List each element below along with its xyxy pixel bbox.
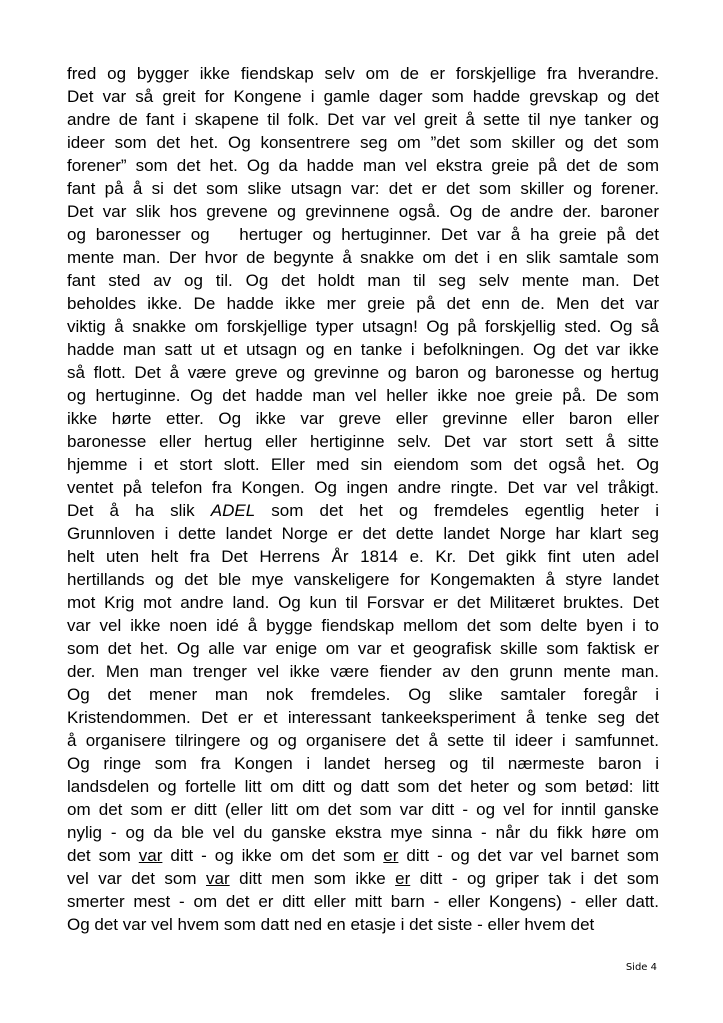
text-line: mente man. Der hvor de begynte å snakke om det i en slik samtale som [67,248,659,267]
text-segment: som det het og fremdeles egentlig heter i [255,501,660,520]
text-line: så flott. Det å være greve og grevinne og baron og baronesse og hertug [67,363,659,382]
text-line-with-underline [67,844,659,867]
text-line: forener” som det het. Og da hadde man vel ekstra greie på det de som [67,156,659,175]
text-line: ideer som det het. Og konsentrere seg om ”det som skiller og det som [67,133,659,152]
text-line: der. Men man trenger vel ikke være fiender av den grunn mente man. [67,662,659,681]
underlined-word: var [206,869,230,888]
text-segment: det som [67,846,139,865]
text-line: fred og bygger ikke fiendskap selv om de er forskjellige fra hverandre. [67,64,659,83]
text-line: hertillands og det ble mye vanskeligere for Kongemakten å styre landet [67,570,659,589]
text-line: Grunnloven i dette landet Norge er det dette landet Norge har klart seg [67,524,659,543]
text-segment: ditt men som ikke [229,869,396,888]
text-line: ikke hørte etter. Og ikke var greve eller grevinne eller baron eller [67,409,659,428]
text-line: mot Krig mot andre land. Og kun til Forsvar er det Militæret bruktes. Det [67,593,659,612]
text-line: baronesse eller hertug eller hertiginne selv. Det var stort sett å sitte [67,432,659,451]
page-number: Side 4 [625,962,657,973]
underlined-word: er [383,846,399,865]
text-segment: vel var det som [67,869,207,888]
text-line: fant på å si det som slike utsagn var: det er det som skiller og forener. [67,179,659,198]
text-line: om det som er ditt (eller litt om det som var ditt - og vel for inntil ganske [67,800,659,819]
text-line: Og ringe som fra Kongen i landet herseg og til nærmeste baron i [67,754,659,773]
text-line: Og det mener man nok fremdeles. Og slike samtaler foregår i [67,685,659,704]
text-line: var vel ikke noen idé å bygge fiendskap mellom det som delte byen i to [67,616,659,635]
text-line: og baronesser og hertuger og hertuginner. Det var å ha greie på det [67,225,659,244]
italic-word: ADEL [210,501,256,520]
text-segment: ditt - og det var vel barnet som [398,846,659,865]
text-line: som det het. Og alle var enige om var et geografisk skille som faktisk er [67,639,659,658]
text-line: viktig å snakke om forskjellige typer utsagn! Og på forskjellig sted. Og så [67,317,659,336]
text-segment: Det å ha slik [67,501,211,520]
text-line: helt uten helt fra Det Herrens År 1814 e. Kr. Det gikk fint uten adel [67,547,659,566]
text-line-with-italic [67,499,659,522]
text-line: hjemme i et stort slott. Eller med sin eiendom som det også het. Og [67,455,659,474]
text-line: Og det var vel hvem som datt ned en etasje i det siste - eller hvem det [67,915,595,934]
text-line: landsdelen og fortelle litt om ditt og datt som det heter og som betød: litt [67,777,659,796]
text-line: smerter mest - om det er ditt eller mitt barn - eller Kongens) - eller datt. [67,892,659,911]
text-line: fant sted av og til. Og det holdt man til seg selv mente man. Det [67,271,659,290]
text-line: Det var så greit for Kongene i gamle dager som hadde grevskap og det [67,87,659,106]
underlined-word: er [395,869,411,888]
text-line: å organisere tilringere og og organisere det å sette til ideer i samfunnet. [67,731,659,750]
text-line: Det var slik hos grevene og grevinnene også. Og de andre der. baroner [67,202,659,221]
text-line: beholdes ikke. De hadde ikke mer greie på det enn de. Men det var [67,294,659,313]
body-text [67,62,659,936]
text-line: Kristendommen. Det er et interessant tankeeksperiment å tenke seg det [67,708,659,727]
text-line: ventet på telefon fra Kongen. Og ingen andre ringte. Det var vel tråkigt. [67,478,659,497]
text-line: nylig - og da ble vel du ganske ekstra mye sinna - når du fikk høre om [67,823,659,842]
text-line: hadde man satt ut et utsagn og en tanke i befolkningen. Og det var ikke [67,340,659,359]
underlined-word: var [138,846,163,865]
text-segment: ditt - og ikke om det som [162,846,384,865]
text-line: andre de fant i skapene til folk. Det var vel greit å sette til nye tanker og [67,110,659,129]
text-line-with-underline [67,867,659,890]
text-line: og hertuginne. Og det hadde man vel heller ikke noe greie på. De som [67,386,659,405]
text-segment: ditt - og griper tak i det som [410,869,659,888]
